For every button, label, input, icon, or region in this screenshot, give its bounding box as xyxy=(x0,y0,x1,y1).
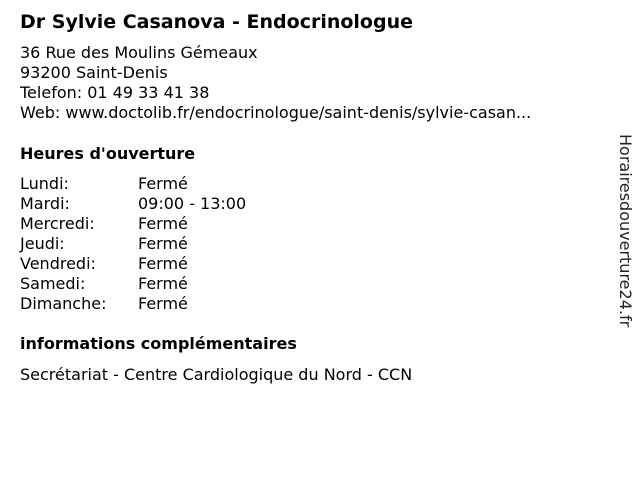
day-label: Vendredi: xyxy=(20,254,96,273)
opening-hours-heading: Heures d'ouverture xyxy=(20,144,196,163)
hours-row-monday xyxy=(20,174,320,194)
hours-row-saturday xyxy=(20,274,320,294)
day-label: Jeudi: xyxy=(20,234,65,253)
city-address: 93200 Saint-Denis xyxy=(20,63,168,82)
day-label: Mercredi: xyxy=(20,214,95,233)
additional-info-heading: informations complémentaires xyxy=(20,334,297,353)
address-block xyxy=(20,43,531,123)
day-hours: Fermé xyxy=(138,294,188,313)
additional-info-text: Secrétariat - Centre Cardiologique du Nord - CCN xyxy=(20,365,413,384)
website-url: Web: www.doctolib.fr/endocrinologue/saint-denis/sylvie-casan... xyxy=(20,103,532,122)
day-hours: Fermé xyxy=(138,234,188,253)
day-hours: Fermé xyxy=(138,174,188,193)
day-label: Dimanche: xyxy=(20,294,107,313)
day-label: Lundi: xyxy=(20,174,69,193)
hours-row-tuesday xyxy=(20,194,320,214)
watermark xyxy=(612,134,638,374)
day-label: Samedi: xyxy=(20,274,86,293)
hours-row-thursday xyxy=(20,234,320,254)
hours-row-wednesday xyxy=(20,214,320,234)
hours-row-friday xyxy=(20,254,320,274)
day-hours: Fermé xyxy=(138,274,188,293)
hours-row-sunday xyxy=(20,294,320,314)
day-hours: Fermé xyxy=(138,214,188,233)
opening-hours-list xyxy=(20,174,320,314)
phone-number: Telefon: 01 49 33 41 38 xyxy=(20,83,210,102)
street-address: 36 Rue des Moulins Gémeaux xyxy=(20,43,258,62)
day-hours: 09:00 - 13:00 xyxy=(138,194,247,213)
watermark-text: Horairesdouverture24.fr xyxy=(616,134,635,328)
page-title: Dr Sylvie Casanova - Endocrinologue xyxy=(20,11,413,33)
day-label: Mardi: xyxy=(20,194,70,213)
day-hours: Fermé xyxy=(138,254,188,273)
